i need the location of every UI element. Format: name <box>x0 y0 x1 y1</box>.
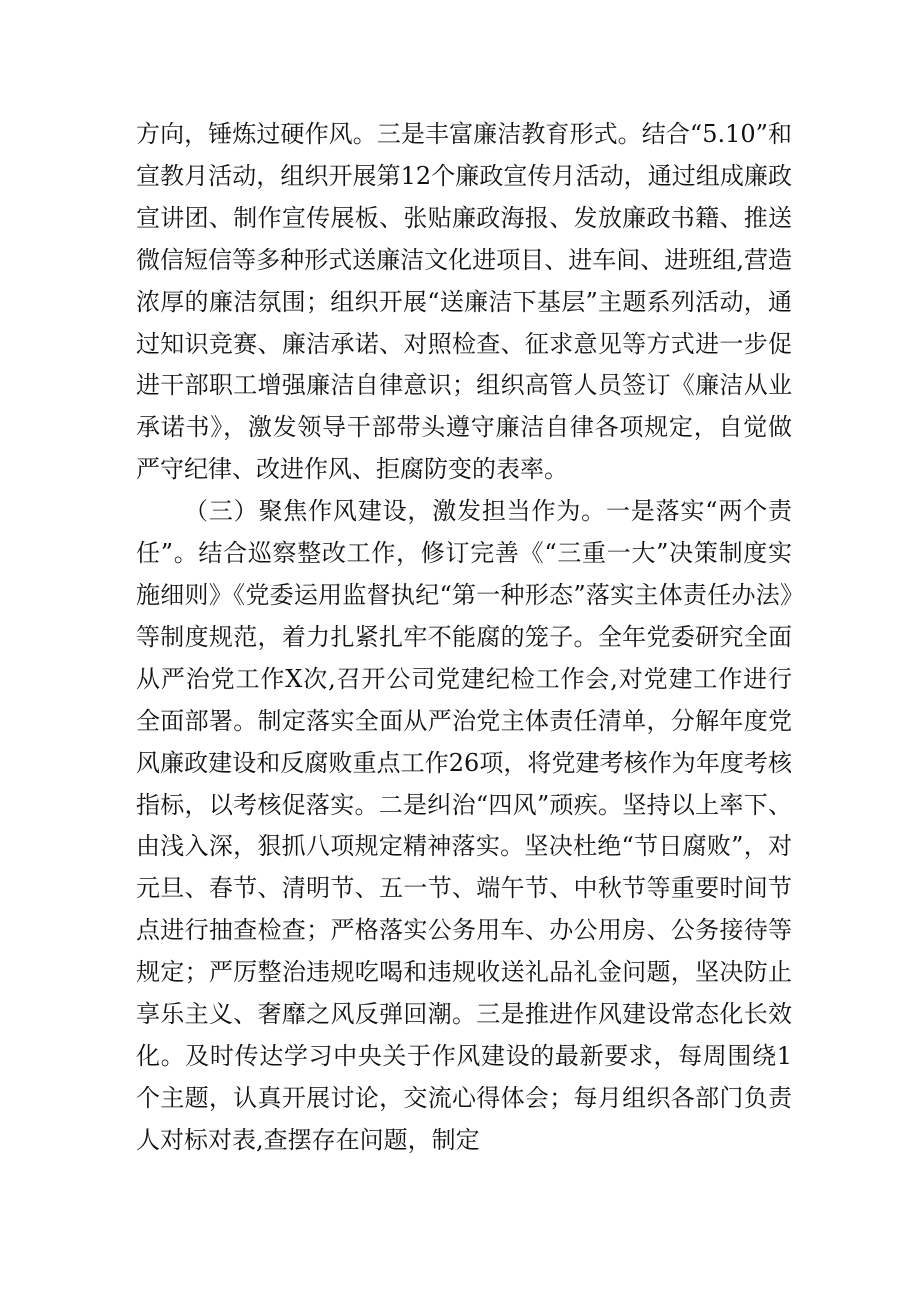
paragraph-work-style: （三）聚焦作风建设，激发担当作为。一是落实“两个责任”。结合巡察整改工作，修订完善《“三重一大”决策制度实施细则》《党委运用监督执纪“第一种形态”落实主体责任办法》等制度规范，着力扎紧扎牢不能腐的笼子。全年党委研究全面从严治党工作X次,召开公司党建纪检工作会,对党建工作进行全面部署。制定落实全面从严治党主体责任清单，分解年度党风廉政建设和反腐败重点工作26项，将党建考核作为年度考核指标，以考核促落实。二是纠治“四风”顽疾。坚持以上率下、由浅入深，狠抓八项规定精神落实。坚决杜绝“节日腐败”，对元旦、春节、清明节、五一节、端午节、中秋节等重要时间节点进行抽查检查；严格落实公务用车、办公用房、公务接待等规定；严厉整治违规吃喝和违规收送礼品礼金问题，坚决防止享乐主义、奢靡之风反弹回潮。三是推进作风建设常态化长效化。及时传达学习中央关于作风建设的最新要求，每周围绕1个主题，认真开展讨论，交流心得体会；每月组织各部门负责人对标对表,查摆存在问题，制定 <box>136 497 792 1154</box>
paragraph-education-forms: 方向，锤炼过硬作风。三是丰富廉洁教育形式。结合“5.10”和宣教月活动，组织开展第12个廉政宣传月活动，通过组成廉政宣讲团、制作宣传展板、张贴廉政海报、发放廉政书籍、推送微信短信等多种形式送廉洁文化进项目、进车间、进班组,营造浓厚的廉洁氛围；组织开展“送廉洁下基层”主题系列活动，通过知识竞赛、廉洁承诺、对照检查、征求意见等方式进一步促进干部职工增强廉洁自律意识；组织高管人员签订《廉洁从业承诺书》，激发领导干部带头遵守廉洁自律各项规定，自觉做严守纪律、改进作风、拒腐防变的表率。 <box>136 120 792 484</box>
document-body <box>136 114 792 1162</box>
